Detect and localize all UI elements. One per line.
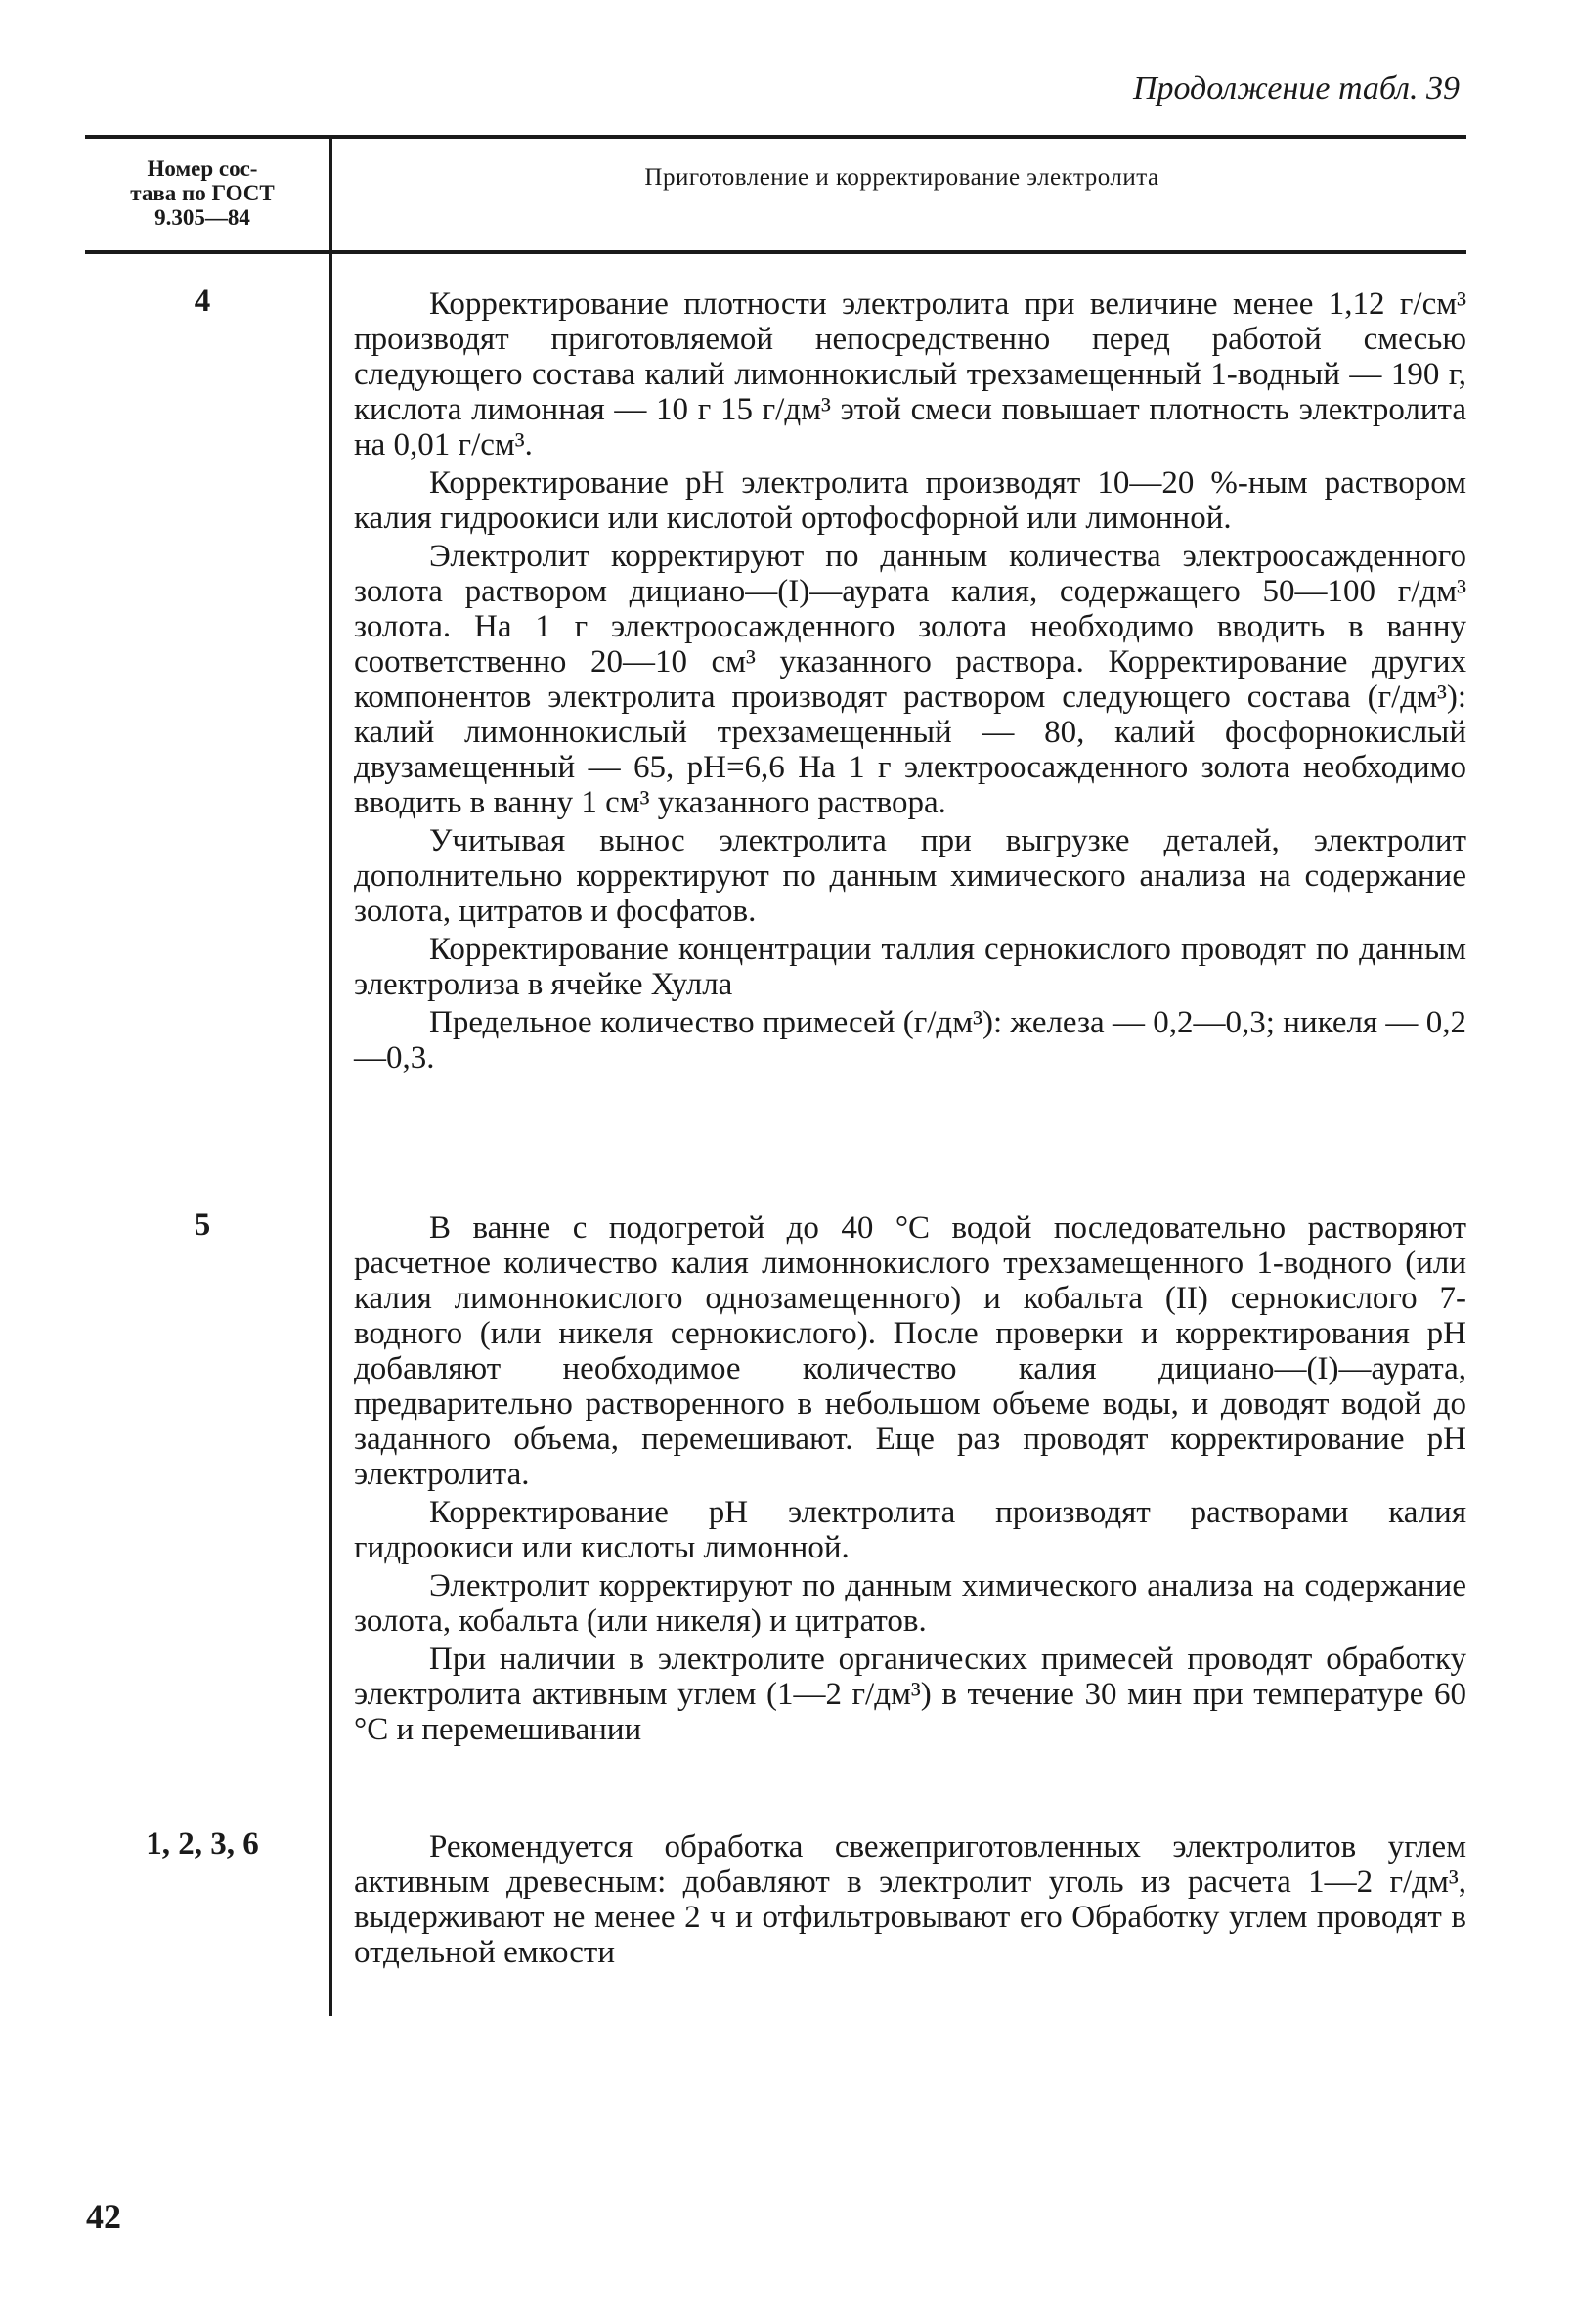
paragraph: При наличии в электролите органических примесей проводят обработку электролита активным углем (1—2 г/дм³) в течение 30 мин при температуре 60 °С и перемешивании [354, 1642, 1466, 1747]
table-header-divider [329, 139, 332, 250]
table-header-col1: Номер сос- тава по ГОСТ 9.305—84 [130, 156, 275, 230]
paragraph: Учитывая вынос электролита при выгрузке деталей, электролит дополнительно корректируют по данным химического анализа на содержание золота, цитратов и фосфатов. [354, 823, 1466, 929]
table-body-divider [329, 254, 332, 2016]
page-number: 42 [86, 2197, 121, 2236]
paragraph: Корректирование плотности электролита при величине менее 1,12 г/см³ производят приготовляемой непосредственно перед работой смесью следующего состава калий лимоннокислый трехзамещенный 1-водный — 190 г, кислота лимонная — 10 г 15 г/дм³ этой смеси повышает плотность электролита на 0,01 г/см³. [354, 286, 1466, 462]
row-number: 5 [194, 1207, 211, 1243]
paragraph: Рекомендуется обработка свежеприготовленных электролитов углем активным древесным: добавляют в электролит уголь из расчета 1—2 г/дм³, выдерживают не менее 2 ч и отфильтровывают его Обработку углем проводят в отдельной емкости [354, 1829, 1466, 1970]
table-header-rule [85, 250, 1466, 254]
paragraph: Корректирование концентрации таллия сернокислого проводят по данным электролиза в ячейке Хулла [354, 932, 1466, 1002]
paragraph: Предельное количество примесей (г/дм³): железа — 0,2—0,3; никеля — 0,2—0,3. [354, 1005, 1466, 1075]
row-number: 1, 2, 3, 6 [146, 1826, 259, 1862]
paragraph: Корректирование pH электролита производят 10—20 %-ным раствором калия гидроокиси или кислотой ортофосфорной или лимонной. [354, 465, 1466, 536]
row-text [354, 1210, 1466, 1747]
table-header-col2: Приготовление и корректирование электролита [644, 164, 1159, 191]
table-top-rule [85, 135, 1466, 139]
paragraph: Электролит корректируют по данным химического анализа на содержание золота, кобальта (или никеля) и цитратов. [354, 1568, 1466, 1639]
row-text [354, 1829, 1466, 1970]
paragraph: Корректирование pH электролита производят растворами калия гидроокиси или кислоты лимонной. [354, 1495, 1466, 1565]
paragraph: В ванне с подогретой до 40 °С водой последовательно растворяют расчетное количество калия лимоннокислого трехзамещенного 1-водного (или калия лимоннокислого однозамещенного) и кобальта (II) сернокислого 7-водного (или никеля сернокислого). После проверки и корректирования pH добавляют необходимое количество калия дициано—(I)—аурата, предварительно растворенного в небольшом объеме воды, и доводят водой до заданного объема, перемешивают. Еще раз проводят корректирование pH электролита. [354, 1210, 1466, 1492]
paragraph: Электролит корректируют по данным количества электроосажденного золота раствором дициано—(I)—аурата калия, содержащего 50—100 г/дм³ золота. На 1 г электроосажденного золота необходимо вводить в ванну соответственно 20—10 см³ указанного раствора. Корректирование других компонентов электролита производят раствором следующего состава (г/дм³): калий лимоннокислый трехзамещенный — 80, калий фосфорнокислый двузамещенный — 65, pH=6,6 На 1 г электроосажденного золота необходимо вводить в ванну 1 см³ указанного раствора. [354, 539, 1466, 820]
row-text [354, 286, 1466, 1075]
row-number: 4 [194, 284, 211, 319]
page-caption: Продолжение табл. 39 [1132, 70, 1460, 107]
